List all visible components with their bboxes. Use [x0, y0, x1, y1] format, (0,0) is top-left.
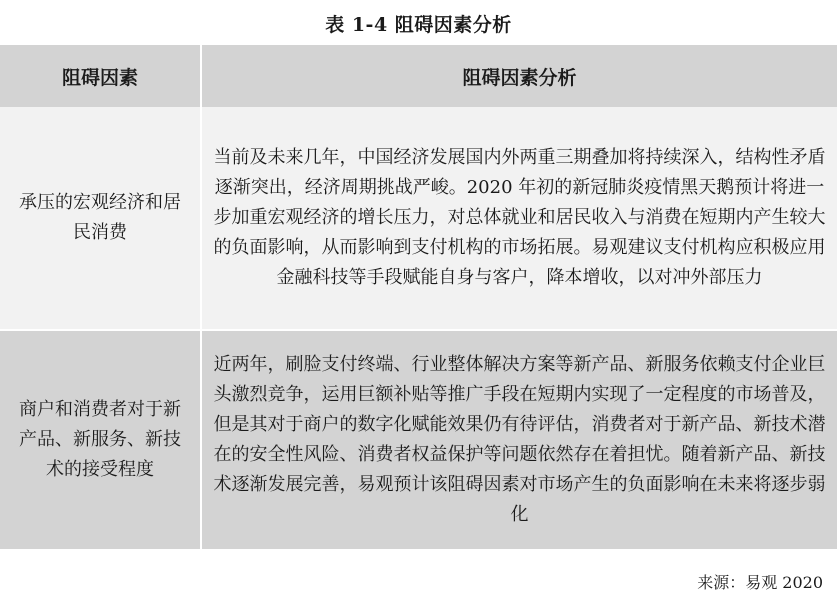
table-row — [0, 330, 837, 549]
header-factor: 阻碍因素 — [0, 45, 201, 107]
analysis-cell: 近两年，刷脸支付终端、行业整体解决方案等新产品、新服务依赖支付企业巨头激烈竞争，运用巨额补贴等推广手段在短期内实现了一定程度的市场普及，但是其对于商户的数字化赋能效果仍有待评估，消费者对于新产品、新技术潜在的安全性风险、消费者权益保护等问题依然存在着担忧。随着新产品、新技术逐渐发展完善，易观预计该阻碍因素对市场产生的负面影响在未来将逐步弱化 — [201, 330, 837, 549]
obstacle-factors-table — [0, 45, 837, 549]
table-header-row — [0, 45, 837, 107]
table-row — [0, 107, 837, 330]
analysis-cell: 当前及未来几年，中国经济发展国内外两重三期叠加将持续深入，结构性矛盾逐渐突出，经济周期挑战严峻。2020 年初的新冠肺炎疫情黑天鹅预计将进一步加重宏观经济的增长压力，对总体就业和居民收入与消费在短期内产生较大的负面影响，从而影响到支付机构的市场拓展。易观建议支付机构应积极应用金融科技等手段赋能自身与客户，降本增收，以对冲外部压力 — [201, 107, 837, 330]
table-caption: 表 1-4 阻碍因素分析 — [325, 14, 512, 36]
source-note: 来源：易观 2020 — [697, 573, 823, 592]
header-analysis: 阻碍因素分析 — [201, 45, 837, 107]
factor-cell: 商户和消费者对于新产品、新服务、新技术的接受程度 — [0, 330, 201, 549]
factor-cell: 承压的宏观经济和居民消费 — [0, 107, 201, 330]
